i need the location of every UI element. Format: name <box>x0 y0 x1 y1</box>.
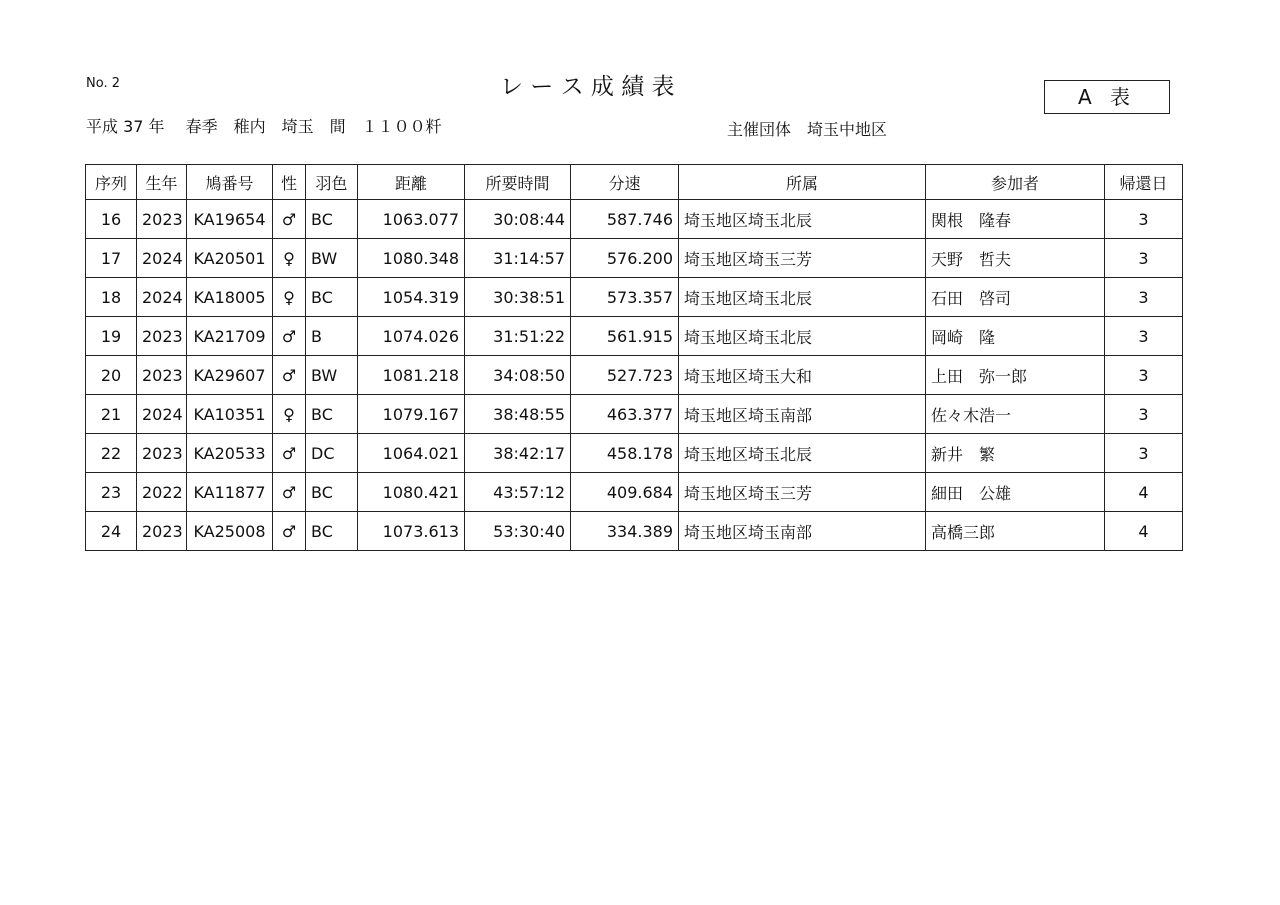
col-header-rank: 序列 <box>86 165 137 200</box>
cell-distance: 1081.218 <box>358 356 465 395</box>
cell-color: BC <box>306 473 358 512</box>
cell-speed: 527.723 <box>571 356 679 395</box>
cell-speed: 409.684 <box>571 473 679 512</box>
cell-affiliation: 埼玉地区埼玉北辰 <box>679 434 926 473</box>
col-header-sex: 性 <box>273 165 306 200</box>
cell-birth-year: 2023 <box>137 200 187 239</box>
cell-speed: 573.357 <box>571 278 679 317</box>
cell-sex: ♀ <box>273 239 306 278</box>
cell-time: 38:42:17 <box>465 434 571 473</box>
cell-ring-number: KA20501 <box>187 239 273 278</box>
cell-participant: 佐々木浩一 <box>926 395 1105 434</box>
col-header-distance: 距離 <box>358 165 465 200</box>
cell-color: BC <box>306 278 358 317</box>
cell-birth-year: 2023 <box>137 356 187 395</box>
cell-sex: ♀ <box>273 395 306 434</box>
cell-distance: 1063.077 <box>358 200 465 239</box>
cell-time: 34:08:50 <box>465 356 571 395</box>
cell-color: DC <box>306 434 358 473</box>
table-row <box>86 473 1183 512</box>
cell-time: 30:38:51 <box>465 278 571 317</box>
cell-birth-year: 2024 <box>137 278 187 317</box>
cell-return-day: 3 <box>1105 278 1183 317</box>
table-tag-box: A 表 <box>1044 80 1170 114</box>
cell-rank: 20 <box>86 356 137 395</box>
cell-sex: ♀ <box>273 278 306 317</box>
cell-participant: 天野 哲夫 <box>926 239 1105 278</box>
header-row <box>86 165 1183 200</box>
table-row <box>86 200 1183 239</box>
cell-birth-year: 2023 <box>137 317 187 356</box>
cell-distance: 1074.026 <box>358 317 465 356</box>
cell-affiliation: 埼玉地区埼玉南部 <box>679 395 926 434</box>
cell-rank: 19 <box>86 317 137 356</box>
cell-rank: 21 <box>86 395 137 434</box>
table-row <box>86 434 1183 473</box>
cell-rank: 22 <box>86 434 137 473</box>
cell-distance: 1073.613 <box>358 512 465 551</box>
col-header-return-day: 帰還日 <box>1105 165 1183 200</box>
cell-ring-number: KA11877 <box>187 473 273 512</box>
cell-return-day: 3 <box>1105 356 1183 395</box>
cell-participant: 上田 弥一郎 <box>926 356 1105 395</box>
cell-return-day: 4 <box>1105 473 1183 512</box>
table-row <box>86 356 1183 395</box>
table-body <box>86 200 1183 551</box>
race-info: 平成 37 年 春季 稚内 埼玉 間 １１００粁 <box>86 117 442 136</box>
cell-rank: 16 <box>86 200 137 239</box>
col-header-ring-number: 鳩番号 <box>187 165 273 200</box>
cell-speed: 587.746 <box>571 200 679 239</box>
col-header-participant: 参加者 <box>926 165 1105 200</box>
cell-sex: ♂ <box>273 356 306 395</box>
cell-distance: 1054.319 <box>358 278 465 317</box>
cell-distance: 1080.348 <box>358 239 465 278</box>
col-header-affiliation: 所属 <box>679 165 926 200</box>
table-row <box>86 239 1183 278</box>
cell-birth-year: 2023 <box>137 512 187 551</box>
document-title: レ ー ス 成 績 表 <box>500 74 675 100</box>
cell-ring-number: KA18005 <box>187 278 273 317</box>
cell-return-day: 3 <box>1105 317 1183 356</box>
cell-ring-number: KA10351 <box>187 395 273 434</box>
col-header-speed: 分速 <box>571 165 679 200</box>
cell-birth-year: 2023 <box>137 434 187 473</box>
cell-affiliation: 埼玉地区埼玉北辰 <box>679 200 926 239</box>
cell-speed: 334.389 <box>571 512 679 551</box>
col-header-time: 所要時間 <box>465 165 571 200</box>
cell-sex: ♂ <box>273 512 306 551</box>
cell-time: 30:08:44 <box>465 200 571 239</box>
cell-birth-year: 2024 <box>137 239 187 278</box>
cell-sex: ♂ <box>273 473 306 512</box>
cell-speed: 561.915 <box>571 317 679 356</box>
cell-color: BC <box>306 395 358 434</box>
cell-ring-number: KA21709 <box>187 317 273 356</box>
cell-rank: 24 <box>86 512 137 551</box>
table-row <box>86 317 1183 356</box>
cell-participant: 関根 隆春 <box>926 200 1105 239</box>
cell-color: BW <box>306 356 358 395</box>
cell-participant: 高橋三郎 <box>926 512 1105 551</box>
cell-sex: ♂ <box>273 200 306 239</box>
cell-distance: 1064.021 <box>358 434 465 473</box>
cell-ring-number: KA19654 <box>187 200 273 239</box>
col-header-birth-year: 生年 <box>137 165 187 200</box>
cell-time: 31:51:22 <box>465 317 571 356</box>
cell-color: BW <box>306 239 358 278</box>
cell-color: BC <box>306 512 358 551</box>
cell-affiliation: 埼玉地区埼玉三芳 <box>679 239 926 278</box>
results-table <box>85 164 1183 551</box>
cell-ring-number: KA29607 <box>187 356 273 395</box>
cell-time: 38:48:55 <box>465 395 571 434</box>
page-number: No. 2 <box>86 76 120 91</box>
cell-speed: 458.178 <box>571 434 679 473</box>
cell-participant: 新井 繁 <box>926 434 1105 473</box>
cell-speed: 463.377 <box>571 395 679 434</box>
table-header <box>86 165 1183 200</box>
cell-time: 53:30:40 <box>465 512 571 551</box>
table-row <box>86 395 1183 434</box>
cell-return-day: 3 <box>1105 434 1183 473</box>
cell-affiliation: 埼玉地区埼玉大和 <box>679 356 926 395</box>
cell-participant: 細田 公雄 <box>926 473 1105 512</box>
cell-ring-number: KA25008 <box>187 512 273 551</box>
cell-affiliation: 埼玉地区埼玉南部 <box>679 512 926 551</box>
cell-return-day: 4 <box>1105 512 1183 551</box>
cell-participant: 石田 啓司 <box>926 278 1105 317</box>
table-row <box>86 278 1183 317</box>
cell-affiliation: 埼玉地区埼玉北辰 <box>679 317 926 356</box>
cell-sex: ♂ <box>273 434 306 473</box>
table-row <box>86 512 1183 551</box>
cell-affiliation: 埼玉地区埼玉三芳 <box>679 473 926 512</box>
cell-rank: 18 <box>86 278 137 317</box>
cell-sex: ♂ <box>273 317 306 356</box>
col-header-color: 羽色 <box>306 165 358 200</box>
organizer: 主催団体 埼玉中地区 <box>727 120 888 139</box>
cell-return-day: 3 <box>1105 200 1183 239</box>
cell-color: BC <box>306 200 358 239</box>
cell-distance: 1079.167 <box>358 395 465 434</box>
cell-rank: 23 <box>86 473 137 512</box>
cell-distance: 1080.421 <box>358 473 465 512</box>
cell-rank: 17 <box>86 239 137 278</box>
cell-time: 31:14:57 <box>465 239 571 278</box>
cell-birth-year: 2024 <box>137 395 187 434</box>
cell-ring-number: KA20533 <box>187 434 273 473</box>
cell-return-day: 3 <box>1105 395 1183 434</box>
cell-return-day: 3 <box>1105 239 1183 278</box>
cell-color: B <box>306 317 358 356</box>
cell-participant: 岡崎 隆 <box>926 317 1105 356</box>
cell-affiliation: 埼玉地区埼玉北辰 <box>679 278 926 317</box>
cell-speed: 576.200 <box>571 239 679 278</box>
cell-birth-year: 2022 <box>137 473 187 512</box>
cell-time: 43:57:12 <box>465 473 571 512</box>
